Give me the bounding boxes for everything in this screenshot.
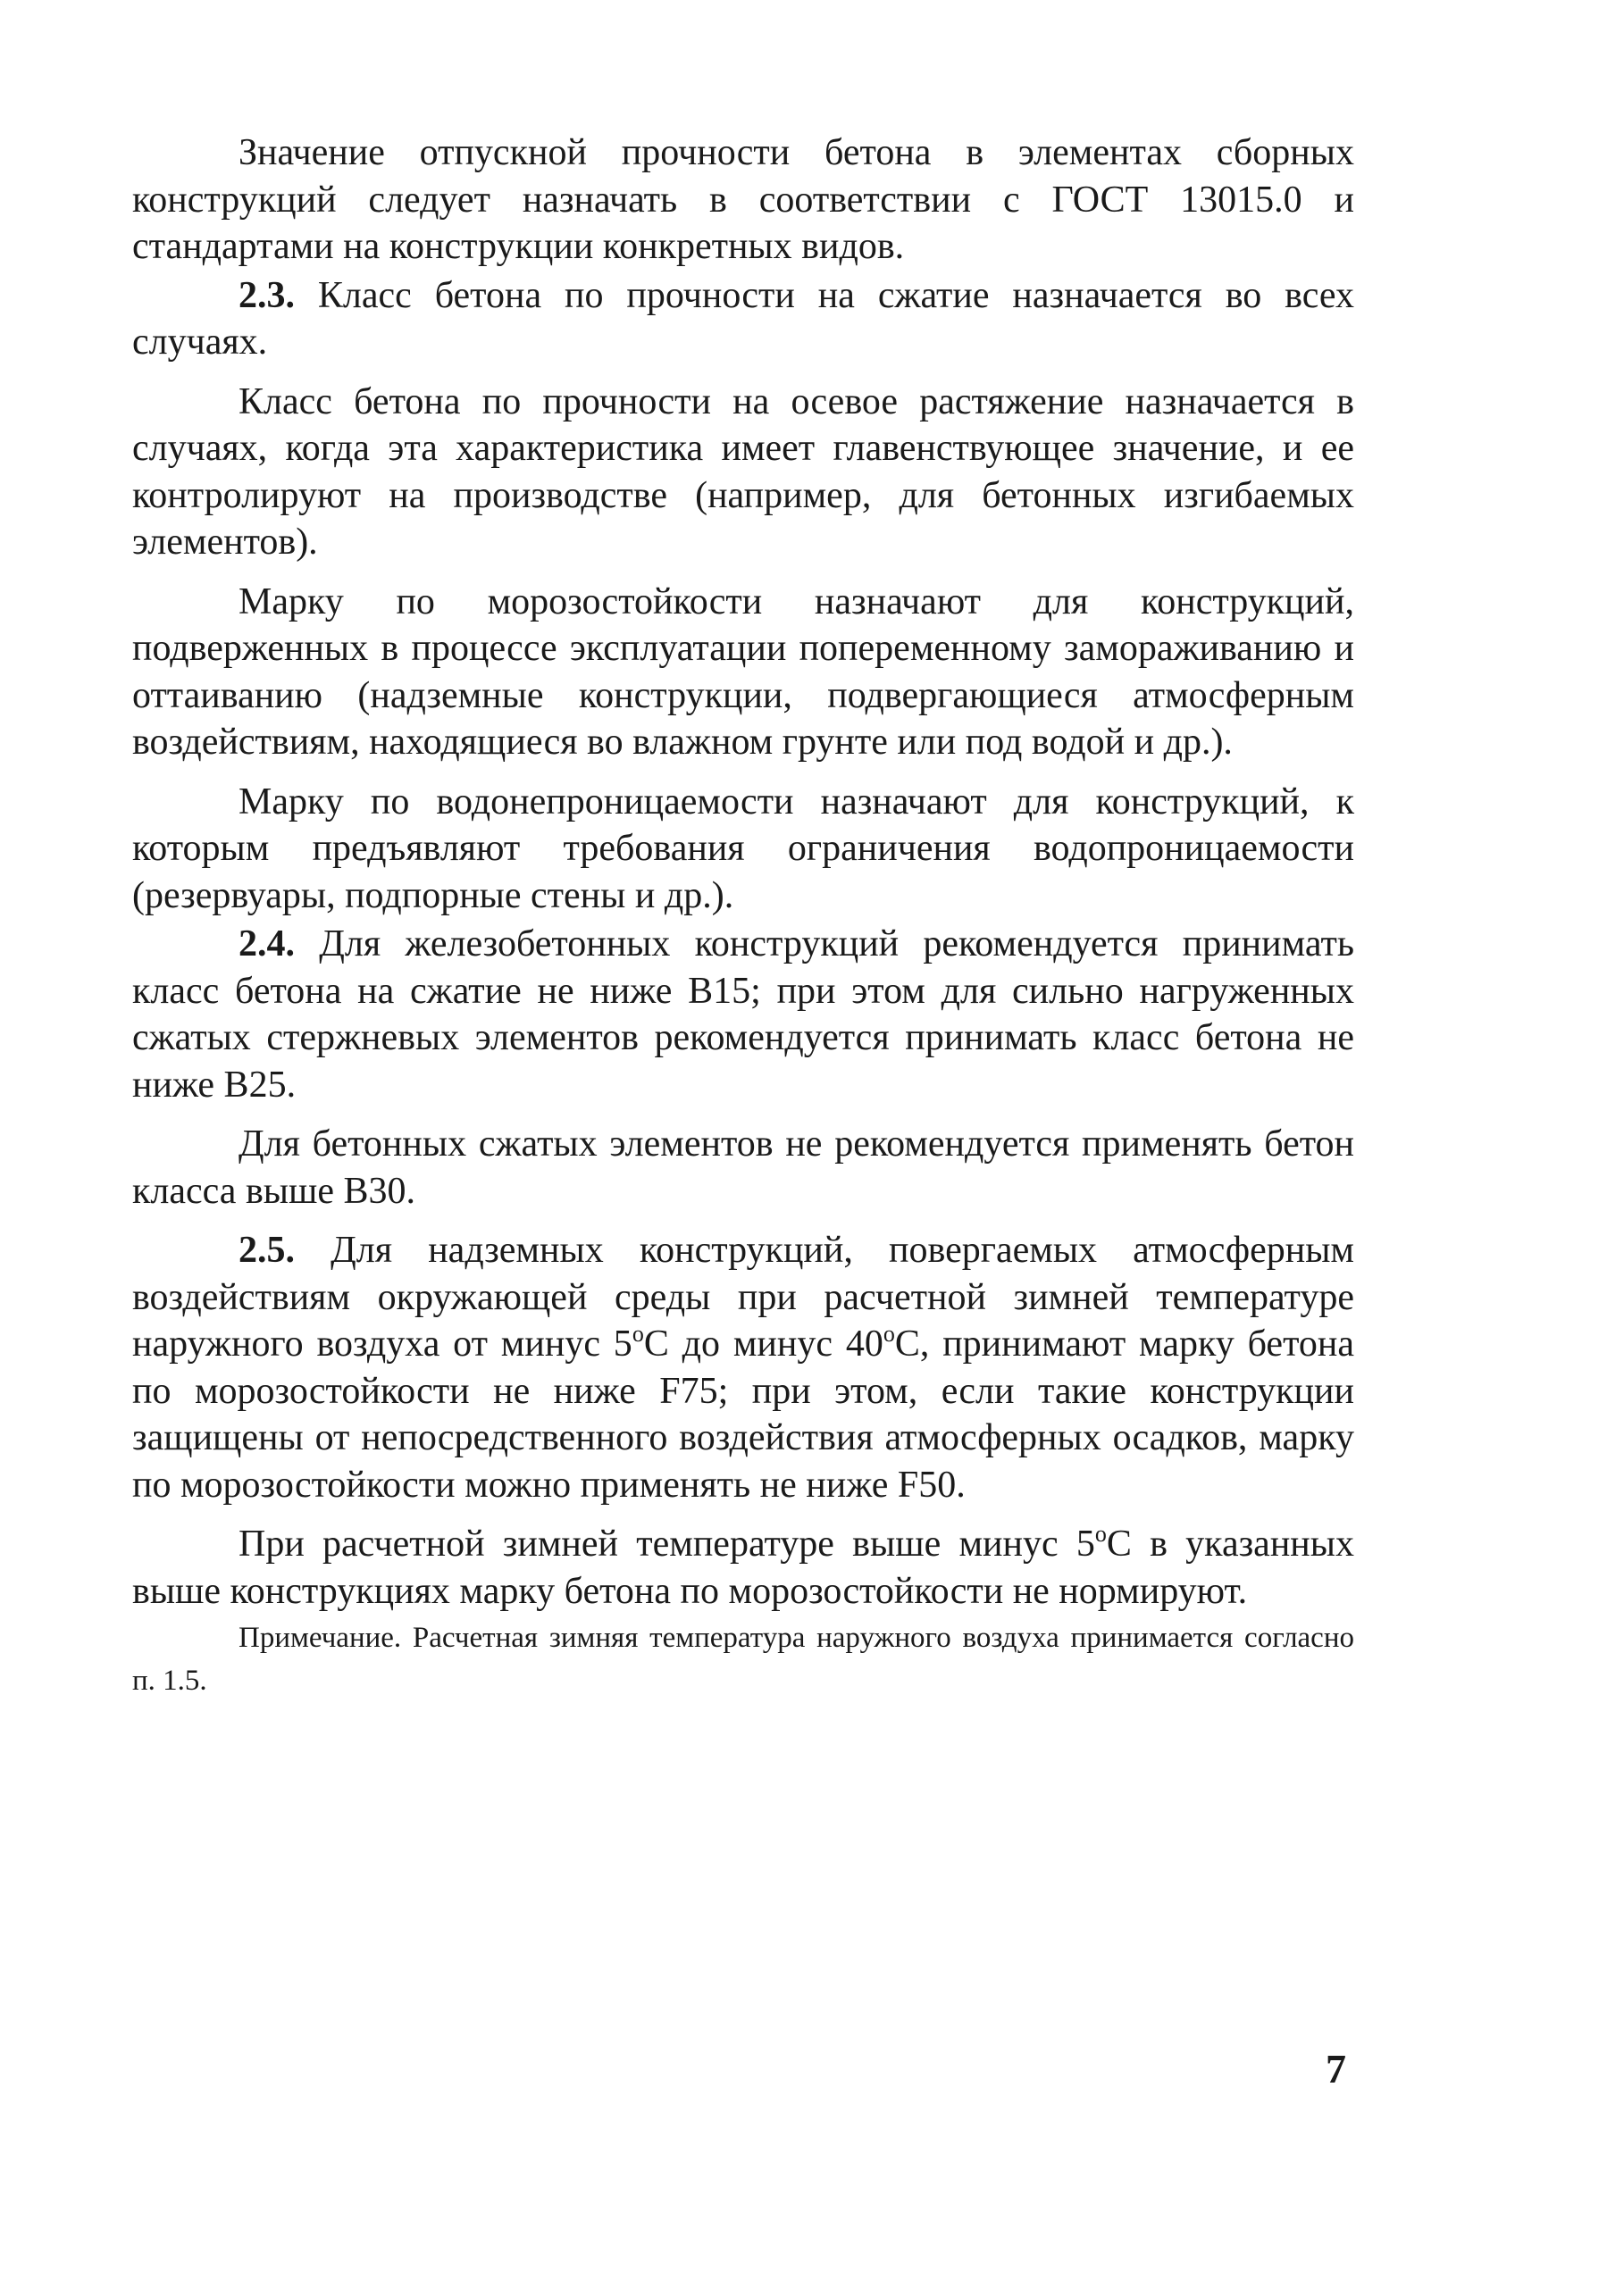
paragraph-2-3: [132, 272, 1354, 366]
page-number: 7: [1326, 2046, 1346, 2091]
paragraph-text: При расчетной зимней температуре выше минус 5: [239, 1524, 1095, 1565]
paragraph-text: С в указанных выше конструкциях марку бетона по морозостойкости не нормируют.: [132, 1524, 1354, 1612]
paragraph-2-4: [132, 921, 1354, 1108]
degree-sign: o: [632, 1321, 644, 1347]
paragraph-text: Для железобетонных конструкций рекомендуется принимать класс бетона на сжатие не ниже В15; при этом для сильно нагруженных сжатых стержневых элементов рекомендуется принимать класс бетона не ниже В25.: [132, 923, 1354, 1106]
clause-number: 2.4.: [239, 923, 295, 964]
paragraph-plain-concrete: Для бетонных сжатых элементов не рекомендуется применять бетон класса выше В30.: [132, 1123, 1354, 1212]
paragraph-water-resistance: Марку по водонепроницаемости назначают для конструкций, к которым предъявляют требования ограничения водопроницаемости (резервуары, подпорные стены и др.).: [132, 781, 1354, 916]
paragraph-text: Класс бетона по прочности на сжатие назначается во всех случаях.: [132, 274, 1354, 363]
note: Примечание. Расчетная зимняя температура наружного воздуха принимается согласно п. 1.5.: [132, 1622, 1354, 1697]
paragraph-release-strength: Значение отпускной прочности бетона в элементах сборных конструкций следует назначать в соответствии с ГОСТ 13015.0 и стандартами на конструкции конкретных видов.: [132, 132, 1354, 267]
paragraph-2-5: [132, 1227, 1354, 1508]
clause-number: 2.5.: [239, 1230, 295, 1271]
paragraph-text: С, принимают марку бетона по морозостойкости не ниже F75; при этом, если такие конструкции защищены от непосредственного воздействия атмосферных осадков, марку по морозостойкости можно применять не ниже F50.: [132, 1323, 1354, 1506]
degree-sign: o: [1094, 1521, 1107, 1547]
paragraph-axial-tension: Класс бетона по прочности на осевое растяжение назначается в случаях, когда эта характеристика имеет главенствующее значение, и ее контролируют на производстве (например, для бетонных изгибаемых элементов).: [132, 380, 1354, 563]
paragraph-text: С до минус 40: [643, 1323, 883, 1365]
clause-number: 2.3.: [239, 274, 295, 316]
paragraph-frost-resistance: Марку по морозостойкости назначают для конструкций, подверженных в процессе эксплуатации попеременному замораживанию и оттаиванию (надземные конструкции, подвергающиеся атмосферным воздействиям, находящиеся во влажном грунте или под водой и др.).: [132, 580, 1354, 763]
paragraph-text: Для надземных конструкций, повергаемых атмосферным воздействиям окружающей среды при расчетной зимней температуре наружного воздуха от минус 5: [132, 1230, 1354, 1365]
paragraph-above-minus-5: [132, 1521, 1354, 1615]
degree-sign: o: [883, 1321, 895, 1347]
document-body: [132, 129, 1354, 1702]
